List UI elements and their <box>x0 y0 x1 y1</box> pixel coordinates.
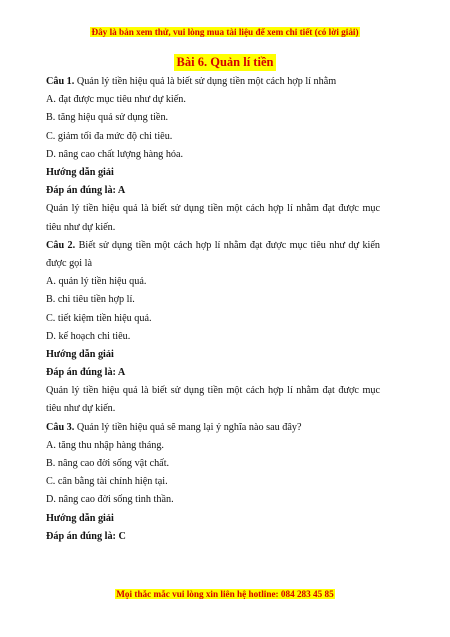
hotline-text: Mọi thắc mắc vui lòng xin liên hệ hotline: 084 283 45 85 <box>116 589 334 599</box>
option-d: D. nâng cao chất lượng hàng hóa. <box>46 148 184 160</box>
question-text: Quản lý tiền hiệu quả sẽ mang lại ý nghĩa nào sau đây? <box>76 421 302 433</box>
option-d: D. nâng cao đời sống tinh thần. <box>46 494 174 506</box>
option-b: B. chi tiêu tiền hợp lí. <box>46 294 135 306</box>
question-text: Quản lý tiền hiệu quả là biết sử dụng tiền một cách hợp lí nhằm <box>76 76 337 87</box>
title-wrapper <box>0 53 450 71</box>
correct-answer: Đáp án đúng là: C <box>46 530 126 542</box>
document-content <box>46 73 380 546</box>
explanation: Quản lý tiền hiệu quả là biết sử dụng tiền một cách hợp lí nhằm đạt được mục tiêu như dự kiến. <box>46 385 380 415</box>
correct-answer: Đáp án đúng là: A <box>46 367 126 379</box>
option-c: C. tiết kiệm tiền hiệu quả. <box>46 312 152 324</box>
explanation: Quản lý tiền hiệu quả là biết sử dụng tiền một cách hợp lí nhằm đạt được mục tiêu như dự kiến. <box>46 203 380 233</box>
question-3 <box>46 419 380 437</box>
option-b: B. tăng hiệu quả sử dụng tiền. <box>46 112 169 124</box>
question-text: Biết sử dụng tiền một cách hợp lí nhằm đạt được mục tiêu như dự kiến được gọi là <box>46 239 380 269</box>
option-d: D. kế hoạch chi tiêu. <box>46 330 131 342</box>
option-a: A. quản lý tiền hiệu quả. <box>46 276 147 288</box>
option-a: A. tăng thu nhập hàng tháng. <box>46 439 164 451</box>
hotline-footer-banner <box>0 589 450 599</box>
option-a: A. đạt được mục tiêu như dự kiến. <box>46 94 186 106</box>
option-c: C. giảm tối đa mức độ chi tiêu. <box>46 130 173 142</box>
correct-answer: Đáp án đúng là: A <box>46 185 126 197</box>
guide-label: Hướng dẫn giải <box>46 348 114 360</box>
question-1 <box>46 73 380 91</box>
question-number: Câu 3. <box>46 421 75 433</box>
question-number: Câu 2. <box>46 239 76 251</box>
guide-label: Hướng dẫn giải <box>46 166 114 178</box>
question-2 <box>46 237 380 273</box>
preview-notice-banner <box>0 27 450 37</box>
option-c: C. cân bằng tài chính hiện tại. <box>46 476 168 488</box>
page-title: Bài 6. Quản lí tiền <box>174 54 277 71</box>
guide-label: Hướng dẫn giải <box>46 512 114 524</box>
question-number: Câu 1. <box>46 76 75 87</box>
preview-notice-text: Đây là bản xem thử, vui lòng mua tài liệu để xem chi tiết (có lời giải) <box>91 27 359 37</box>
option-b: B. nâng cao đời sống vật chất. <box>46 458 170 470</box>
